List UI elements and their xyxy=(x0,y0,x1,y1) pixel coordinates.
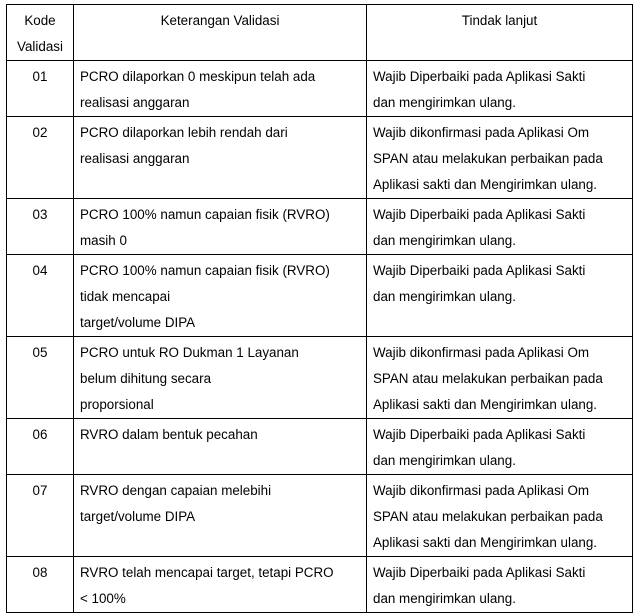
keterangan-line: tidak mencapai xyxy=(80,289,171,304)
table-row xyxy=(7,557,633,613)
table-row xyxy=(7,475,633,557)
table-row xyxy=(7,61,633,117)
table-row xyxy=(7,337,633,419)
keterangan-cell xyxy=(74,199,367,255)
table-header-row xyxy=(7,5,633,61)
keterangan-line: realisasi anggaran xyxy=(80,151,190,166)
tindak-lanjut-line: dan mengirimkan ulang. xyxy=(373,591,516,606)
keterangan-cell xyxy=(74,557,367,613)
tindak-lanjut-line: dan mengirimkan ulang. xyxy=(373,289,516,304)
validation-code-table xyxy=(6,4,633,613)
header-keterangan-validasi: Keterangan Validasi xyxy=(74,5,367,61)
tindak-lanjut-line: SPAN atau melakukan perbaikan pada xyxy=(373,151,603,166)
table-row xyxy=(7,199,633,255)
tindak-lanjut-cell xyxy=(367,475,633,557)
keterangan-cell xyxy=(74,255,367,337)
tindak-lanjut-cell xyxy=(367,419,633,475)
keterangan-cell xyxy=(74,419,367,475)
table-body xyxy=(7,61,633,613)
keterangan-line: PCRO 100% namun capaian fisik (RVRO) xyxy=(80,207,330,222)
kode-cell: 07 xyxy=(7,475,74,557)
tindak-lanjut-line: dan mengirimkan ulang. xyxy=(373,453,516,468)
keterangan-line: PCRO untuk RO Dukman 1 Layanan xyxy=(80,345,299,360)
keterangan-cell xyxy=(74,117,367,199)
tindak-lanjut-line: dan mengirimkan ulang. xyxy=(373,233,516,248)
kode-cell: 02 xyxy=(7,117,74,199)
table-row xyxy=(7,255,633,337)
tindak-lanjut-line: Wajib Diperbaiki pada Aplikasi Sakti xyxy=(373,263,586,278)
tindak-lanjut-line: Wajib Diperbaiki pada Aplikasi Sakti xyxy=(373,565,586,580)
kode-cell: 06 xyxy=(7,419,74,475)
keterangan-line: < 100% xyxy=(80,591,126,606)
keterangan-line: target/volume DIPA xyxy=(80,509,196,524)
tindak-lanjut-line: Aplikasi sakti dan Mengirimkan ulang. xyxy=(373,397,598,412)
tindak-lanjut-line: Aplikasi sakti dan Mengirimkan ulang. xyxy=(373,177,598,192)
keterangan-cell xyxy=(74,61,367,117)
header-tindak-lanjut: Tindak lanjut xyxy=(367,5,633,61)
kode-cell: 08 xyxy=(7,557,74,613)
header-kode-line: Validasi xyxy=(17,39,63,54)
tindak-lanjut-line: Wajib Diperbaiki pada Aplikasi Sakti xyxy=(373,207,586,222)
keterangan-line: proporsional xyxy=(80,397,154,412)
keterangan-line: PCRO 100% namun capaian fisik (RVRO) xyxy=(80,263,330,278)
tindak-lanjut-line: dan mengirimkan ulang. xyxy=(373,95,516,110)
keterangan-line: PCRO dilaporkan lebih rendah dari xyxy=(80,125,288,140)
tindak-lanjut-line: Wajib Diperbaiki pada Aplikasi Sakti xyxy=(373,427,586,442)
keterangan-line: masih 0 xyxy=(80,233,127,248)
keterangan-line: RVRO dalam bentuk pecahan xyxy=(80,427,258,442)
keterangan-line: PCRO dilaporkan 0 meskipun telah ada xyxy=(80,69,316,84)
tindak-lanjut-line: Aplikasi sakti dan Mengirimkan ulang. xyxy=(373,535,598,550)
keterangan-line: belum dihitung secara xyxy=(80,371,212,386)
tindak-lanjut-line: Wajib Diperbaiki pada Aplikasi Sakti xyxy=(373,69,586,84)
tindak-lanjut-line: SPAN atau melakukan perbaikan pada xyxy=(373,371,603,386)
tindak-lanjut-cell xyxy=(367,61,633,117)
tindak-lanjut-cell xyxy=(367,117,633,199)
kode-cell: 04 xyxy=(7,255,74,337)
kode-cell: 01 xyxy=(7,61,74,117)
keterangan-line: target/volume DIPA xyxy=(80,315,196,330)
keterangan-cell xyxy=(74,475,367,557)
tindak-lanjut-line: Wajib dikonfirmasi pada Aplikasi Om xyxy=(373,483,590,498)
kode-cell: 03 xyxy=(7,199,74,255)
tindak-lanjut-cell xyxy=(367,557,633,613)
header-kode-line: Kode xyxy=(24,13,56,28)
tindak-lanjut-line: Wajib dikonfirmasi pada Aplikasi Om xyxy=(373,125,590,140)
keterangan-cell xyxy=(74,337,367,419)
keterangan-line: RVRO dengan capaian melebihi xyxy=(80,483,272,498)
keterangan-line: realisasi anggaran xyxy=(80,95,190,110)
tindak-lanjut-line: Wajib dikonfirmasi pada Aplikasi Om xyxy=(373,345,590,360)
table-row xyxy=(7,117,633,199)
tindak-lanjut-cell xyxy=(367,255,633,337)
kode-cell: 05 xyxy=(7,337,74,419)
tindak-lanjut-line: SPAN atau melakukan perbaikan pada xyxy=(373,509,603,524)
table-row xyxy=(7,419,633,475)
keterangan-line: RVRO telah mencapai target, tetapi PCRO xyxy=(80,565,334,580)
tindak-lanjut-cell xyxy=(367,199,633,255)
header-kode-validasi xyxy=(7,5,74,61)
tindak-lanjut-cell xyxy=(367,337,633,419)
